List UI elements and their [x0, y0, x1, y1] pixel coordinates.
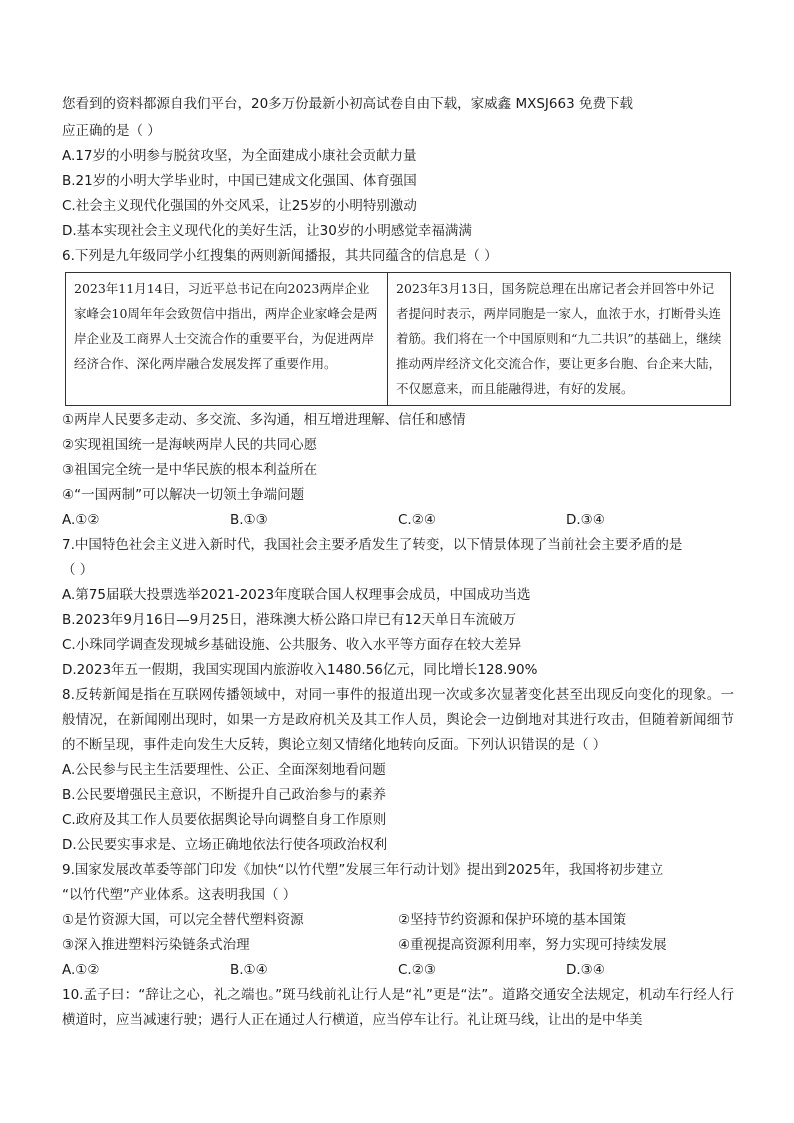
q6-news-right — [388, 273, 731, 406]
q9-option-c: C.②③ — [398, 962, 436, 978]
q6-news-left — [66, 273, 388, 406]
q9-statement-1: ①是竹资源大国，可以完全替代塑料资源 — [62, 912, 304, 928]
q5-option-a: A.17岁的小明参与脱贫攻坚，为全面建成小康社会贡献力量 — [62, 148, 417, 164]
q7-option-b: B.2023年9月16日—9月25日，港珠澳大桥公路口岸已有12天单日车流破万 — [62, 612, 517, 628]
q7-option-c: C.小珠同学调查发现城乡基础设施、公共服务、收入水平等方面存在较大差异 — [62, 637, 522, 653]
header-note: 您看到的资料都源自我们平台，20多万份最新小初高试卷自由下载，家威鑫 MXSJ663 免费下载 — [62, 96, 633, 112]
q8-option-b: B.公民要增强民主意识，不断提升自己政治参与的素养 — [62, 787, 387, 803]
q6-news-table — [65, 272, 731, 406]
q8-option-c: C.政府及其工作人员要依据舆论导向调整自身工作原则 — [62, 812, 387, 828]
q9-statements-row2 — [62, 933, 734, 958]
q9-statement-3: ③深入推进塑料污染链条式治理 — [62, 937, 250, 953]
q7-stem-line2: （ ） — [62, 562, 94, 578]
q8-option-a: A.公民参与民主生活要理性、公正、全面深刻地看问题 — [62, 762, 386, 778]
q6-statement-4: ④“一国两制”可以解决一切领土争端问题 — [62, 487, 305, 503]
q9-statement-4: ④重视提高资源利用率，努力实现可持续发展 — [398, 937, 667, 953]
q6-stem: 6.下列是九年级同学小红搜集的两则新闻播报，其共同蕴含的信息是（ ） — [62, 248, 498, 264]
q6-news-left-text: 2023年11月14日，习近平总书记在向2023两岸企业家峰会10周年年会致贺信中指出，两岸企业家峰会是两岸企业及工商界人士交流合作的重要平台，为促进两岸经济合作、深化两岸融合发展发挥了重要作用。 — [74, 281, 378, 371]
q7-stem-line1: 7.中国特色社会主义进入新时代，我国社会主要矛盾发生了转变，以下情景体现了当前社会主要矛盾的是 — [62, 537, 683, 553]
q5-stem-tail: 应正确的是（ ） — [62, 123, 161, 139]
q8-stem: 8.反转新闻是指在互联网传播领域中，对同一事件的报道出现一次或多次显著变化甚至出现反向变化的现象。一般情况，在新闻刚出现时，如果一方是政府机关及其工作人员，舆论会一边倒地对其进行攻击，但随着新闻细节的不断呈现，事件走向发生大反转，舆论立刻又情绪化地转向反面。下列认识错误的是（ ） — [62, 687, 734, 753]
q10-text: 10.孟子曰：“辞让之心，礼之端也。”斑马线前礼让行人是“礼”更是“法”。道路交通安全法规定，机动车行经人行横道时，应当减速行驶；遇行人正在通过人行横道，应当停车让行。礼让斑马线，让出的是中华美 — [62, 987, 734, 1028]
q6-option-d: D.③④ — [566, 512, 605, 528]
q5-option-d: D.基本实现社会主义现代化的美好生活，让30岁的小明感觉幸福满满 — [62, 223, 472, 239]
q6-news-right-text: 2023年3月13日，国务院总理在出席记者会并回答中外记者提问时表示，两岸同胞是一家人，血浓于水，打断骨头连着筋。我们将在一个中国原则和“九二共识”的基础上，继续推动两岸经济文化交流合作，要让更多台胞、台企来大陆，不仅愿意来，而且能融得进，有好的发展。 — [396, 281, 722, 396]
q9-option-b: B.①④ — [230, 962, 268, 978]
q6-statement-2: ②实现祖国统一是海峡两岸人民的共同心愿 — [62, 437, 318, 453]
q9-statement-2: ②坚持节约资源和保护环境的基本国策 — [398, 912, 627, 928]
q6-statement-1: ①两岸人民要多走动、多交流、多沟通，相互增进理解、信任和感情 — [62, 412, 466, 428]
q6-options — [62, 508, 734, 533]
q9-option-a: A.①② — [62, 962, 100, 978]
q6-option-a: A.①② — [62, 512, 100, 528]
q9-statements-row1 — [62, 908, 734, 933]
q9-stem-line1: 9.国家发展改革委等部门印发《加快“以竹代塑”发展三年行动计划》提出到2025年，我国将初步建立 — [62, 862, 664, 878]
q6-option-c: C.②④ — [398, 512, 436, 528]
q7-option-a: A.第75届联大投票选举2021-2023年度联合国人权理事会成员，中国成功当选 — [62, 587, 531, 603]
q8-option-d: D.公民要实事求是、立场正确地依法行使各项政治权利 — [62, 837, 388, 853]
q9-stem-line2: “以竹代塑”产业体系。这表明我国（ ） — [62, 887, 297, 903]
q6-option-b: B.①③ — [230, 512, 268, 528]
q7-option-d: D.2023年五一假期，我国实现国内旅游收入1480.56亿元，同比增长128.90% — [62, 662, 538, 678]
q9-options — [62, 958, 734, 983]
q5-option-c: C.社会主义现代化强国的外交风采，让25岁的小明特别激动 — [62, 198, 417, 214]
q5-option-b: B.21岁的小明大学毕业时，中国已建成文化强国、体育强国 — [62, 173, 417, 189]
q9-option-d: D.③④ — [566, 962, 605, 978]
q6-statement-3: ③祖国完全统一是中华民族的根本利益所在 — [62, 462, 318, 478]
